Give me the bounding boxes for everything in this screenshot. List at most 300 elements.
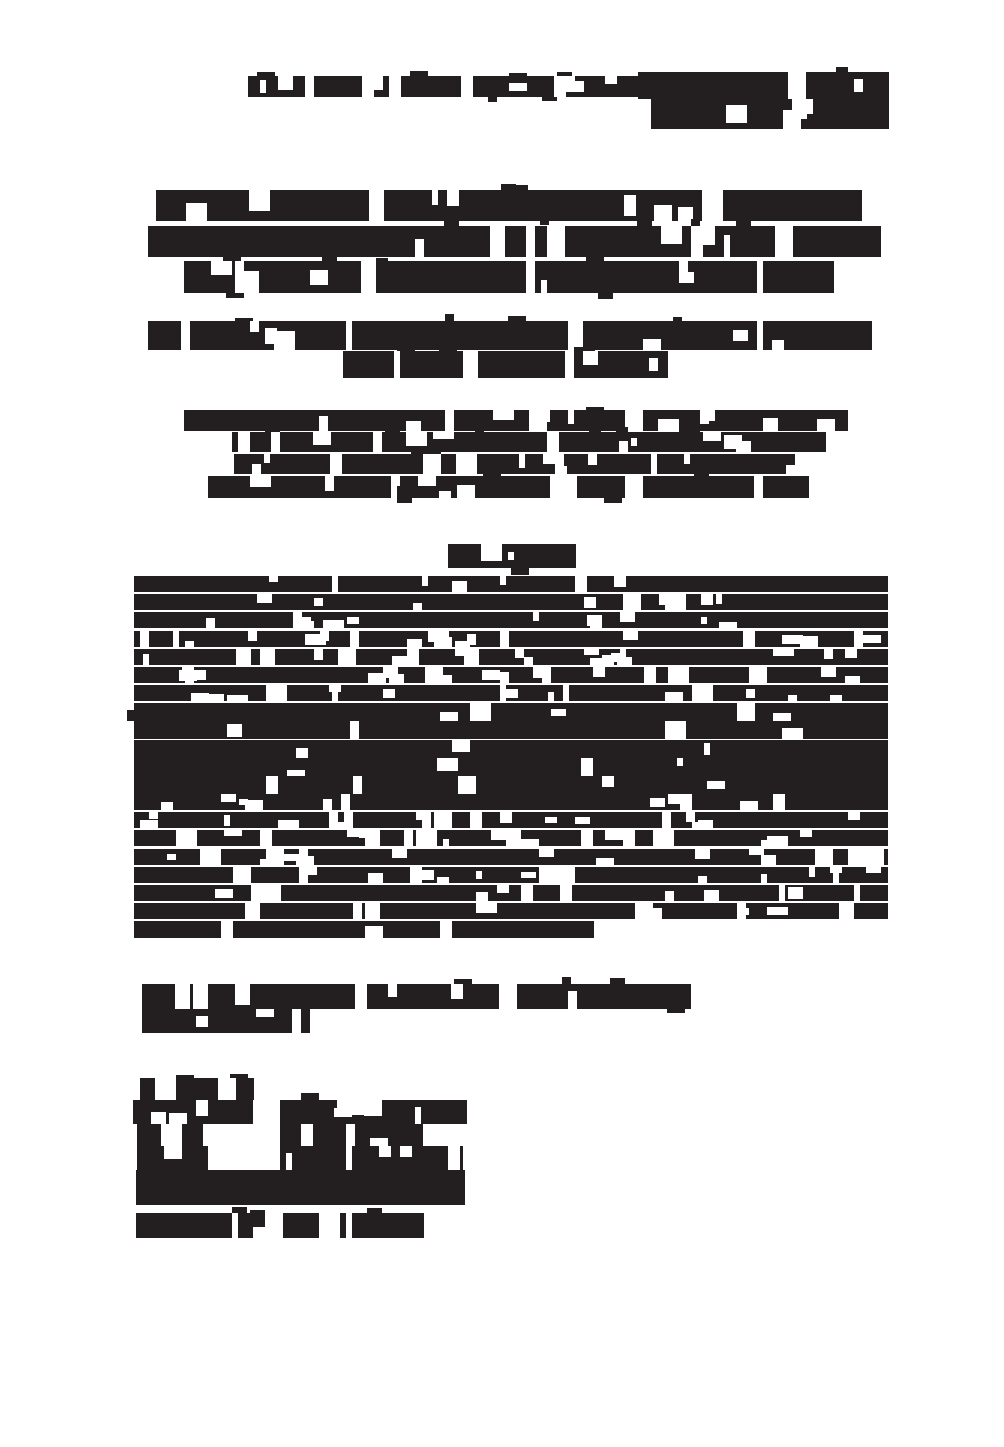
- scan-gap: [623, 594, 641, 610]
- scan-nub: [250, 1210, 265, 1213]
- scan-nub: [589, 427, 601, 432]
- scan-gap: [236, 649, 251, 665]
- scan-gap: [416, 812, 428, 820]
- scan-gap: [824, 649, 833, 659]
- scan-gap: [521, 885, 533, 901]
- scan-gap: [568, 991, 577, 1009]
- scan-gap: [313, 432, 331, 445]
- scan-gap: [209, 694, 224, 701]
- scan-gap: [845, 649, 857, 658]
- scan-gap: [662, 812, 671, 828]
- scan-gap: [391, 476, 397, 498]
- correspondence-right-1: [280, 1100, 467, 1124]
- scan-nub: [367, 1208, 382, 1213]
- scan-gap: [565, 351, 574, 378]
- scan-gap: [481, 544, 502, 561]
- scan-gap: [433, 432, 454, 439]
- scan-nub: [610, 978, 625, 984]
- scan-gap: [404, 830, 413, 846]
- scan-gap: [482, 670, 500, 680]
- scan-nub: [574, 347, 595, 351]
- abstract-text-line: [134, 576, 888, 592]
- scan-gap: [543, 454, 558, 464]
- scan-gap: [691, 226, 703, 257]
- scan-gap: [423, 454, 441, 474]
- abstract-margin-mark: [127, 710, 136, 721]
- scan-nub: [176, 1075, 194, 1078]
- abstract-text-line: [134, 921, 594, 938]
- scan-gap: [854, 885, 860, 901]
- scan-gap: [761, 840, 776, 846]
- scan-gap: [353, 776, 362, 794]
- scan-gap: [452, 581, 467, 592]
- scan-gap: [269, 576, 278, 582]
- scan-gap: [740, 801, 758, 810]
- scan-gap: [845, 676, 860, 683]
- abstract-text-line: [134, 903, 888, 919]
- scan-gap: [500, 631, 509, 647]
- scan-gap: [590, 658, 602, 665]
- scan-nub: [226, 293, 244, 298]
- scan-gap: [196, 1100, 208, 1116]
- abstract-text-line: [134, 758, 888, 776]
- scan-gap: [407, 639, 422, 647]
- scan-gap: [241, 271, 259, 293]
- scan-gap: [278, 76, 293, 90]
- scan-gap: [800, 636, 818, 647]
- scan-gap: [445, 410, 454, 431]
- scan-gap: [476, 903, 497, 913]
- scan-nub: [232, 1005, 250, 1009]
- scan-gap: [848, 812, 860, 820]
- scan-gap: [323, 799, 332, 810]
- scan-gap: [186, 203, 207, 221]
- scan-gap: [593, 667, 605, 677]
- scan-gap: [701, 617, 707, 624]
- scan-gap: [161, 1124, 182, 1146]
- scan-gap: [830, 867, 842, 873]
- scan-gap: [191, 693, 209, 701]
- scan-gap: [665, 830, 674, 846]
- scan-gap: [684, 454, 690, 464]
- scan-gap: [641, 908, 662, 919]
- scan-gap: [686, 812, 695, 822]
- scan-gap: [167, 854, 176, 860]
- scan-gap: [325, 476, 334, 491]
- scan-gap: [698, 876, 707, 883]
- scan-gap: [665, 692, 683, 701]
- scan-gap: [368, 673, 386, 683]
- scan-gap: [547, 432, 559, 452]
- scan-gap: [860, 635, 881, 643]
- scan-gap: [330, 454, 342, 474]
- keywords-line-1: [142, 984, 691, 1009]
- scan-gap: [623, 830, 635, 846]
- scan-gap: [575, 576, 587, 592]
- scan-gap: [193, 984, 208, 1009]
- scan-nub: [637, 220, 652, 226]
- scan-gap: [458, 776, 476, 794]
- scan-gap: [413, 603, 422, 610]
- scan-gap: [271, 432, 280, 452]
- scan-gap: [373, 432, 382, 452]
- scan-nub: [475, 428, 484, 432]
- scan-gap: [761, 874, 767, 883]
- scan-gap: [668, 667, 689, 683]
- scan-gap: [631, 438, 637, 446]
- scan-gap: [772, 340, 784, 350]
- scan-gap: [773, 649, 794, 656]
- scan-gap: [341, 649, 356, 660]
- scan-nub: [397, 348, 415, 351]
- scan-nub: [376, 258, 388, 261]
- scan-gap: [252, 464, 261, 474]
- scan-gap: [251, 885, 260, 895]
- keywords-line-2: [142, 1009, 310, 1033]
- scan-gap: [341, 794, 350, 810]
- scan-gap: [733, 330, 748, 341]
- scan-gap: [310, 270, 328, 285]
- scan-gap: [392, 849, 407, 858]
- scan-gap: [169, 1113, 187, 1124]
- scan-gap: [509, 83, 527, 91]
- scan-gap: [605, 76, 617, 84]
- scan-nub: [616, 427, 628, 432]
- scan-gap: [206, 618, 215, 628]
- scan-gap: [588, 454, 597, 465]
- scan-gap: [224, 830, 242, 836]
- scan-gap: [211, 261, 232, 275]
- scan-gap: [500, 576, 506, 585]
- scan-gap: [476, 871, 482, 879]
- scan-gap: [605, 830, 623, 840]
- scan-nub: [411, 451, 432, 454]
- scan-nub: [301, 1093, 319, 1100]
- scan-gap: [746, 689, 755, 698]
- scan-gap: [508, 552, 514, 560]
- scan-nub: [557, 72, 572, 76]
- scan-nub: [598, 293, 613, 299]
- scan-gap: [319, 1222, 337, 1230]
- scan-nub: [586, 254, 604, 261]
- scan-gap: [457, 485, 475, 498]
- scan-gap: [305, 76, 314, 97]
- scan-gap: [249, 190, 270, 211]
- scan-gap: [658, 419, 679, 431]
- scan-gap: [406, 421, 421, 431]
- scan-gap: [394, 351, 400, 378]
- scan-gap: [557, 867, 575, 883]
- scan-gap: [379, 1146, 391, 1157]
- scan-gap: [338, 822, 353, 828]
- scan-gap: [644, 667, 656, 683]
- scan-gap: [839, 903, 854, 919]
- scan-nub: [673, 317, 682, 321]
- scan-gap: [299, 849, 308, 865]
- scan-gap: [587, 615, 602, 626]
- scan-gap: [440, 921, 452, 938]
- scan-gap: [692, 685, 713, 701]
- correspondence-solid-row: [136, 1170, 465, 1205]
- scan-gap: [583, 351, 598, 365]
- scan-gap: [654, 205, 672, 221]
- scan-gap: [443, 675, 452, 683]
- scan-gap: [443, 839, 449, 846]
- scan-gap: [406, 432, 427, 446]
- scan-gap: [701, 594, 713, 605]
- scan-gap: [463, 351, 478, 378]
- scan-gap: [611, 653, 623, 662]
- scan-gap: [464, 76, 470, 87]
- scan-nub: [232, 1207, 247, 1213]
- abstract-text-line: [134, 594, 888, 610]
- scan-gap: [726, 105, 747, 123]
- scan-gap: [653, 830, 665, 846]
- scan-gap: [347, 830, 362, 837]
- scan-gap: [350, 721, 359, 739]
- scan-nub: [397, 498, 412, 503]
- scan-gap: [266, 849, 284, 865]
- scan-gap: [257, 594, 272, 603]
- scan-nub: [488, 97, 497, 102]
- scan-gap: [455, 649, 464, 656]
- scan-gap: [470, 703, 491, 721]
- scan-gap: [539, 867, 557, 883]
- scan-gap: [428, 631, 449, 642]
- scan-gap: [476, 892, 488, 901]
- scan-gap: [440, 712, 458, 721]
- scan-gap: [651, 454, 657, 474]
- scan-gap: [500, 672, 509, 683]
- abstract-text-line: [134, 849, 888, 865]
- scan-gap: [555, 466, 567, 474]
- scan-gap: [620, 612, 635, 622]
- correspondence-left-2: [137, 1124, 203, 1146]
- scan-gap: [743, 631, 755, 647]
- scan-gap: [350, 631, 359, 647]
- email-line: [136, 1213, 424, 1238]
- scan-gap: [221, 921, 233, 938]
- scan-gap: [434, 812, 452, 828]
- scan-gap: [256, 1009, 274, 1017]
- scan-gap: [554, 76, 566, 97]
- journal-citation-line: [248, 76, 640, 97]
- scan-gap: [233, 867, 251, 883]
- scan-gap: [301, 1124, 307, 1146]
- scan-gap: [432, 190, 438, 205]
- scan-gap: [355, 984, 367, 1009]
- scan-nub: [439, 347, 457, 351]
- scan-gap: [556, 476, 577, 498]
- scan-gap: [521, 839, 539, 846]
- scan-gap: [332, 576, 338, 592]
- scan-gap: [679, 272, 694, 283]
- scan-gap: [140, 631, 149, 647]
- scan-gap: [677, 758, 683, 766]
- scan-gap: [296, 748, 308, 758]
- scan-gap: [365, 926, 383, 938]
- scan-gap: [866, 849, 884, 865]
- scan-gap: [265, 1213, 283, 1238]
- author-line-1: [148, 321, 872, 350]
- scan-gap: [584, 649, 599, 655]
- title-line-1: [156, 190, 862, 221]
- scan-gap: [362, 76, 374, 97]
- scan-gap: [456, 454, 477, 474]
- scan-gap: [521, 872, 536, 878]
- scan-gap: [346, 1146, 352, 1170]
- scan-gap: [218, 1078, 236, 1100]
- scan-gap: [248, 631, 257, 641]
- scan-gap: [470, 812, 482, 828]
- scan-gap: [497, 885, 509, 893]
- scan-gap: [539, 849, 554, 857]
- scan-nub: [508, 316, 526, 321]
- scan-gap: [704, 890, 719, 901]
- scan-gap: [250, 321, 259, 332]
- scan-gap: [151, 1112, 166, 1124]
- scan-gap: [467, 634, 476, 645]
- scan-gap: [724, 435, 742, 449]
- scan-gap: [451, 984, 463, 999]
- scan-gap: [320, 631, 329, 641]
- abstract-text-line: [134, 703, 888, 721]
- scan-gap: [821, 667, 836, 677]
- scan-gap: [500, 812, 512, 823]
- scan-gap: [369, 190, 384, 221]
- scan-nub: [667, 1009, 685, 1013]
- scan-gap: [286, 1153, 292, 1170]
- scan-gap: [625, 476, 643, 498]
- scan-gap: [680, 794, 692, 810]
- scan-gap: [374, 76, 383, 90]
- title-line-3: [184, 261, 834, 293]
- scan-nub: [509, 73, 527, 76]
- scan-gap: [581, 758, 593, 776]
- scan-gap: [164, 1146, 182, 1159]
- scan-gap: [566, 81, 584, 92]
- correspondence-left-3: [137, 1146, 208, 1170]
- scan-gap: [370, 1138, 388, 1146]
- scan-gap: [347, 617, 359, 624]
- scan-gap: [278, 820, 299, 828]
- scan-gap: [332, 685, 338, 701]
- scan-gap: [389, 674, 404, 683]
- scan-gap: [788, 695, 797, 701]
- scan-gap: [547, 226, 565, 257]
- scan-gap: [490, 226, 505, 257]
- scan-gap: [650, 798, 665, 807]
- journal-volume-line-1: [638, 72, 889, 99]
- scan-gap: [782, 728, 803, 739]
- scan-gap: [439, 491, 451, 498]
- scan-gap: [783, 110, 801, 129]
- scan-gap: [757, 261, 763, 293]
- correspondence-right-2: [280, 1124, 423, 1146]
- scan-nub: [586, 407, 604, 410]
- scan-gap: [542, 667, 551, 683]
- scan-nub: [540, 221, 549, 225]
- scan-gap: [422, 576, 428, 586]
- scan-gap: [515, 649, 524, 658]
- scan-gap: [830, 695, 842, 701]
- scan-nub: [836, 67, 848, 72]
- scan-gap: [737, 703, 755, 721]
- scan-gap: [452, 740, 470, 752]
- scan-gap: [581, 830, 593, 846]
- scan-gap: [692, 822, 710, 828]
- scan-gap: [665, 891, 674, 901]
- scan-gap: [245, 903, 260, 919]
- scan-gap: [188, 830, 197, 836]
- scan-gap: [161, 802, 173, 810]
- scan-gap: [560, 885, 572, 901]
- scan-gap: [215, 889, 233, 898]
- scan-nub: [736, 221, 751, 226]
- abstract-text-line: [134, 721, 888, 739]
- scan-gap: [619, 441, 628, 452]
- affiliation-line-3: [234, 454, 795, 474]
- scan-gap: [250, 476, 271, 487]
- scan-gap: [704, 743, 710, 755]
- scan-gap: [388, 984, 397, 997]
- abstract-heading: [448, 544, 576, 568]
- scan-gap: [400, 1146, 412, 1157]
- scan-gap: [519, 454, 525, 468]
- scan-gap: [464, 649, 479, 665]
- scan-gap: [788, 887, 803, 899]
- scan-gap: [353, 903, 362, 919]
- scan-gap: [602, 776, 614, 787]
- scan-gap: [548, 692, 554, 701]
- scan-gap: [196, 1016, 208, 1027]
- scan-gap: [526, 226, 535, 257]
- scan-nub: [510, 185, 528, 190]
- scan-nub: [694, 472, 709, 476]
- scan-gap: [155, 1078, 176, 1100]
- scan-gap: [299, 874, 308, 883]
- scan-nub: [604, 498, 622, 503]
- scan-gap: [568, 321, 583, 350]
- scan-gap: [253, 1227, 265, 1238]
- scan-gap: [624, 195, 636, 216]
- affiliation-line-2: [232, 432, 826, 452]
- abstract-text-line: [134, 812, 888, 828]
- abstract-text-line: [134, 685, 888, 701]
- abstract-text-line: [134, 830, 888, 846]
- scan-gap: [493, 410, 514, 420]
- scan-gap: [665, 721, 686, 739]
- scan-gap: [775, 226, 793, 257]
- title-line-2: [148, 226, 881, 257]
- scan-gap: [175, 984, 190, 1009]
- scan-gap: [500, 685, 506, 701]
- scan-gap: [529, 410, 547, 431]
- scan-gap: [185, 641, 194, 647]
- scan-gap: [245, 800, 263, 810]
- scan-gap: [526, 261, 535, 293]
- abstract-text-line: [134, 740, 888, 758]
- scan-gap: [425, 667, 443, 683]
- scan-nub: [257, 72, 275, 76]
- abstract-text-line: [134, 667, 888, 683]
- scan-gap: [292, 1009, 301, 1033]
- scan-gap: [623, 631, 638, 640]
- scan-gap: [232, 1213, 238, 1238]
- scan-gap: [266, 685, 287, 701]
- scan-gap: [365, 903, 380, 919]
- scan-gap: [415, 239, 424, 257]
